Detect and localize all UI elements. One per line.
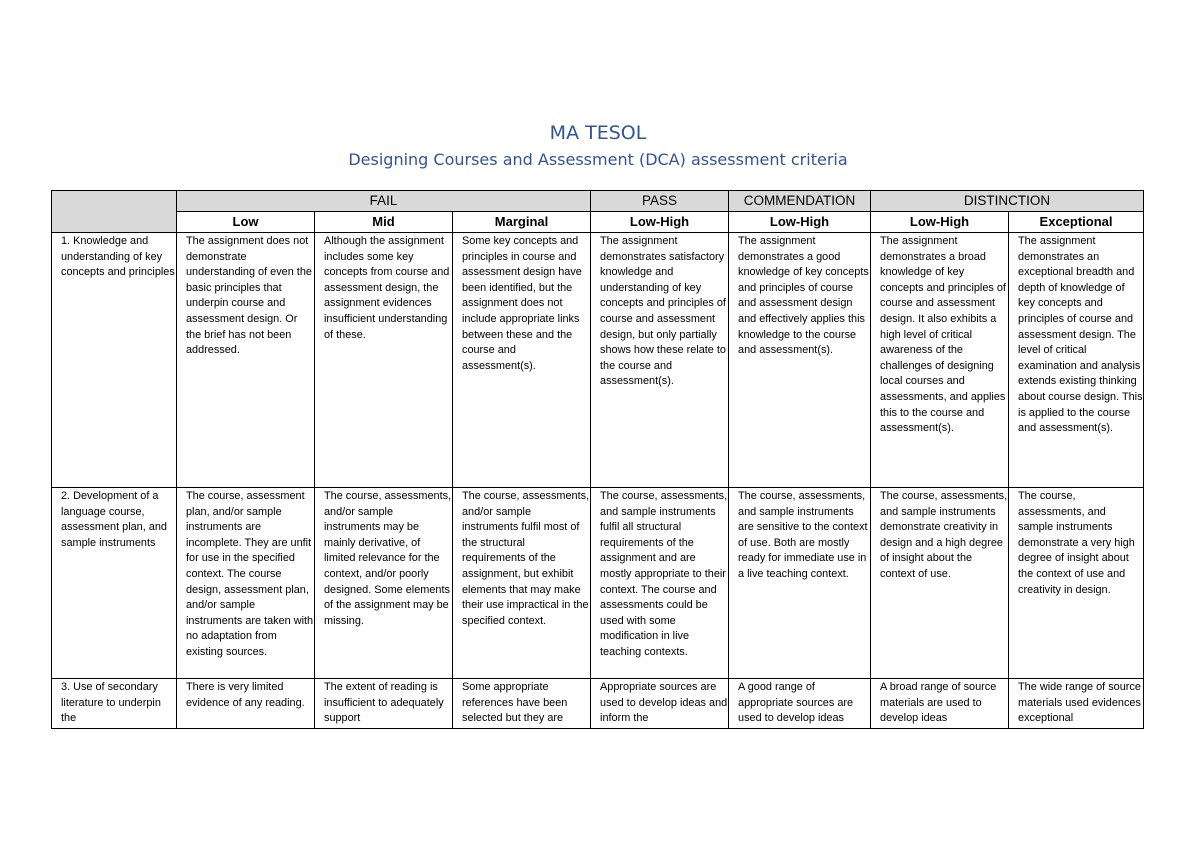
descriptor-cell: [453, 679, 591, 729]
document-subtitle: Designing Courses and Assessment (DCA) assessment criteria: [348, 150, 848, 169]
level-header-marginal: Marginal: [453, 212, 591, 233]
descriptor-text: The course, assessments, and/or sample instruments fulfil most of the structural requirements of the assignment, but exhibit elements that may make their use impractical in the specified context.: [462, 490, 590, 627]
criterion-text: 2. Development of a language course, assessment plan, and sample instruments: [61, 490, 167, 549]
descriptor-text: A good range of appropriate sources are used to develop ideas: [738, 681, 854, 725]
descriptor-cell: [315, 488, 453, 679]
descriptor-cell: [1009, 233, 1144, 488]
band-header-pass: PASS: [591, 191, 729, 212]
descriptor-text: The course, assessments, and/or sample instruments may be mainly derivative, of limited relevance for the context, and/or poorly designed. Some elements of the assignment may be missing.: [324, 490, 452, 627]
descriptor-text: The course, assessments, and sample instruments demonstrate creativity in design and a high degree of insight about the context of use.: [880, 490, 1008, 580]
descriptor-text: The course, assessments, and sample instruments are sensitive to the context of use. Both are mostly ready for immediate use in a live teaching context.: [738, 490, 868, 580]
descriptor-cell: [177, 233, 315, 488]
descriptor-text: Some appropriate references have been selected but they are: [462, 681, 568, 725]
descriptor-cell: [315, 233, 453, 488]
descriptor-cell: [177, 488, 315, 679]
band-header-distinction: DISTINCTION: [871, 191, 1144, 212]
descriptor-cell: [177, 679, 315, 729]
descriptor-text: The wide range of source materials used evidences exceptional: [1018, 681, 1141, 725]
descriptor-cell: [729, 233, 871, 488]
descriptor-cell: [315, 679, 453, 729]
level-header-pass-low-high: Low-High: [591, 212, 729, 233]
descriptor-text: The assignment demonstrates a broad knowledge of key concepts and principles of course and assessment design. It also exhibits a high level of critical awareness of the challenges of designing local courses and assessments, and applies this to the course and assessment(s).: [880, 235, 1006, 435]
descriptor-text: The extent of reading is insufficient to adequately support: [324, 681, 444, 725]
criterion-cell: [52, 679, 177, 729]
descriptor-text: Although the assignment includes some key concepts from course and assessment design, the assignment evidences insufficient understanding of these.: [324, 235, 450, 341]
criterion-cell: [52, 488, 177, 679]
descriptor-text: The assignment demonstrates an exceptional breadth and depth of knowledge of key concepts and principles of course and assessment design. The level of critical examination and analysis extends existing thinking about course design. This is applied to the course and assessment(s).: [1018, 235, 1143, 435]
descriptor-text: The course, assessments, and sample instruments demonstrate a very high degree of insight about the context of use and creativity in design.: [1018, 490, 1135, 596]
descriptor-cell: [729, 679, 871, 729]
level-header-commendation-low-high: Low-High: [729, 212, 871, 233]
level-header-distinction-low-high: Low-High: [871, 212, 1009, 233]
table-row: [52, 679, 1144, 729]
document-title: MA TESOL: [549, 122, 647, 144]
descriptor-text: Some key concepts and principles in course and assessment design have been identified, but the assignment does not include appropriate links between these and the course and assessment(s).: [462, 235, 582, 372]
descriptor-text: The course, assessment plan, and/or sample instruments are incomplete. They are unfit for use in the specified context. The course design, assessment plan, and/or sample instruments are taken with no adaptation from existing sources.: [186, 490, 314, 658]
band-header-fail: FAIL: [177, 191, 591, 212]
descriptor-text: Appropriate sources are used to develop ideas and inform the: [600, 681, 728, 725]
level-header-exceptional: Exceptional: [1009, 212, 1144, 233]
descriptor-text: The assignment demonstrates a good knowledge of key concepts and principles of course and assessment design and effectively applies this knowledge to the course and assessment(s).: [738, 235, 869, 357]
descriptor-cell: [871, 233, 1009, 488]
level-header-low: Low: [177, 212, 315, 233]
table-row: [52, 488, 1144, 679]
descriptor-cell: [1009, 488, 1144, 679]
descriptor-cell: [453, 233, 591, 488]
descriptor-text: The course, assessments, and sample instruments fulfil all structural requirements of the assignment and are mostly appropriate to their context. The course and assessments could be used with some modification in live teaching contexts.: [600, 490, 728, 658]
descriptor-cell: [591, 233, 729, 488]
descriptor-cell: [591, 679, 729, 729]
descriptor-cell: [871, 488, 1009, 679]
descriptor-text: A broad range of source materials are used to develop ideas: [880, 681, 997, 725]
level-header-row: [52, 212, 1144, 233]
descriptor-cell: [729, 488, 871, 679]
descriptor-text: There is very limited evidence of any reading.: [186, 681, 305, 709]
band-header-row: [52, 191, 1144, 212]
level-header-mid: Mid: [315, 212, 453, 233]
descriptor-text: The assignment does not demonstrate understanding of even the basic principles that underpin course and assessment design. Or the brief has not been addressed.: [186, 235, 312, 357]
assessment-criteria-table: [51, 190, 1144, 729]
criterion-cell: [52, 233, 177, 488]
criterion-text: 1. Knowledge and understanding of key concepts and principles: [61, 235, 175, 279]
descriptor-cell: [1009, 679, 1144, 729]
descriptor-cell: [871, 679, 1009, 729]
descriptor-cell: [591, 488, 729, 679]
criterion-text: 3. Use of secondary literature to underpin the: [61, 681, 161, 725]
criterion-header-cell: [52, 191, 177, 233]
band-header-commendation: COMMENDATION: [729, 191, 871, 212]
descriptor-cell: [453, 488, 591, 679]
table-row: [52, 233, 1144, 488]
descriptor-text: The assignment demonstrates satisfactory knowledge and understanding of key concepts and principles of course and assessment design, but only partially shows how these relate to the course and assessment(s).: [600, 235, 726, 388]
